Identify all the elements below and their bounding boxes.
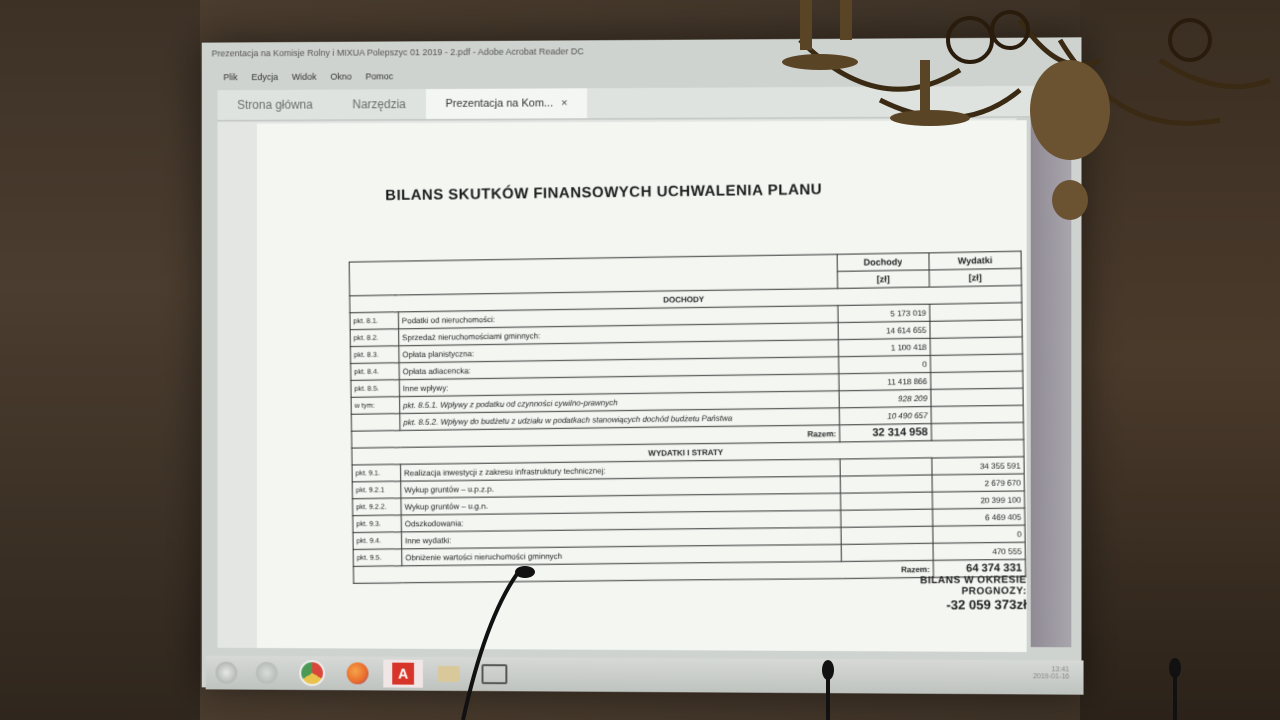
microphone [455, 560, 545, 720]
microphone [1165, 658, 1185, 720]
clock-time: 13:41 [1051, 666, 1070, 674]
table-row: pkt. 9.3. Odszkodowania: 6 469 405 [353, 508, 1025, 532]
menu-file[interactable]: Plik [223, 72, 238, 83]
chrome-icon[interactable] [292, 659, 332, 687]
section-expense: WYDATKI I STRATY [352, 440, 1024, 465]
window-title: Prezentacja na Komisje Rolny i MIXUA Polepszyc 01 2019 - 2.pdf - Adobe Acrobat Reader DC [211, 46, 584, 59]
table-row: pkt. 9.4. Inne wydatki: 0 [353, 525, 1025, 549]
forecast-balance [855, 575, 1027, 613]
table-row: pkt. 9.2.2. Wykup gruntów – u.g.n. 20 399 100 [352, 491, 1024, 516]
menu-edit[interactable]: Edycja [251, 71, 279, 83]
table-row: pkt. 8.5. Inne wpływy: 11 418 866 [351, 371, 1023, 397]
close-icon[interactable]: × [561, 97, 568, 110]
income-total: 32 314 958 [840, 424, 932, 442]
tab-document[interactable] [426, 88, 588, 119]
tab-document-label: Prezentacja na Kom... [445, 97, 554, 110]
table-row: pkt. 8.5.2. Wpływy do budżetu z udziału w podatkach stanowiących dochód budżetu Państwa 10 490 657 [351, 405, 1023, 431]
unit-income: [zł] [837, 270, 929, 288]
forecast-balance-value: -32 059 373zł [946, 596, 1027, 613]
expense-total: 64 374 331 [933, 559, 1025, 577]
chandelier [760, 0, 1280, 230]
menu-bar [223, 71, 393, 88]
header-income: Dochody [837, 253, 929, 272]
ie-icon[interactable] [247, 659, 286, 687]
clock-date: 2019-01-16 [1032, 673, 1070, 681]
menu-view[interactable]: Widok [291, 71, 317, 82]
tab-tools[interactable]: Narzędzia [352, 97, 406, 112]
table-row: pkt. 9.1. Realizacja inwestycji z zakresu infrastruktury technicznej: 34 355 591 [352, 457, 1024, 482]
table-row: pkt. 8.4. Opłata adiacencka: 0 [351, 354, 1023, 380]
unit-expense: [zł] [929, 268, 1021, 287]
financial-table [349, 251, 1026, 584]
menu-window[interactable]: Okno [330, 71, 352, 82]
table-row: pkt. 8.2. Sprzedaż nieruchomościami gminnych: 14 614 655 [350, 320, 1022, 347]
forecast-balance-label: BILANS W OKRESIE PROGNOZY: [919, 574, 1027, 598]
income-total-row: Razem: 32 314 958 [352, 423, 1024, 449]
system-clock[interactable] [1033, 666, 1069, 680]
microphone [818, 660, 838, 720]
table-row: pkt. 9.2.1 Wykup gruntów – u.p.z.p. 2 679 670 [352, 474, 1024, 499]
table-row: pkt. 8.1. Podatki od nieruchomości: 5 173 019 [350, 303, 1022, 330]
section-income: DOCHODY [350, 286, 1022, 313]
table-row: pkt. 9.5. Obniżenie wartości nieruchomości gminnych 470 555 [353, 542, 1025, 566]
table-row: w tym: pkt. 8.5.1. Wpływy z podatku od czynności cywilno-prawnych 928 209 [351, 388, 1023, 414]
taskbar [206, 656, 1084, 695]
wall-left [0, 0, 200, 720]
start-orb-icon[interactable] [212, 659, 242, 687]
table-row: pkt. 8.3. Opłata planistyczna: 1 100 418 [350, 337, 1022, 364]
document-title: BILANS SKUTKÓW FINANSOWYCH UCHWALENIA PLANU [385, 181, 823, 205]
acrobat-icon[interactable]: A [383, 660, 423, 688]
expense-total-row: Razem: 64 374 331 [353, 559, 1025, 583]
header-expense: Wydatki [929, 251, 1021, 270]
firefox-icon[interactable] [338, 659, 378, 687]
tab-home[interactable]: Strona główna [237, 97, 313, 112]
menu-help[interactable]: Pomoc [365, 71, 394, 82]
